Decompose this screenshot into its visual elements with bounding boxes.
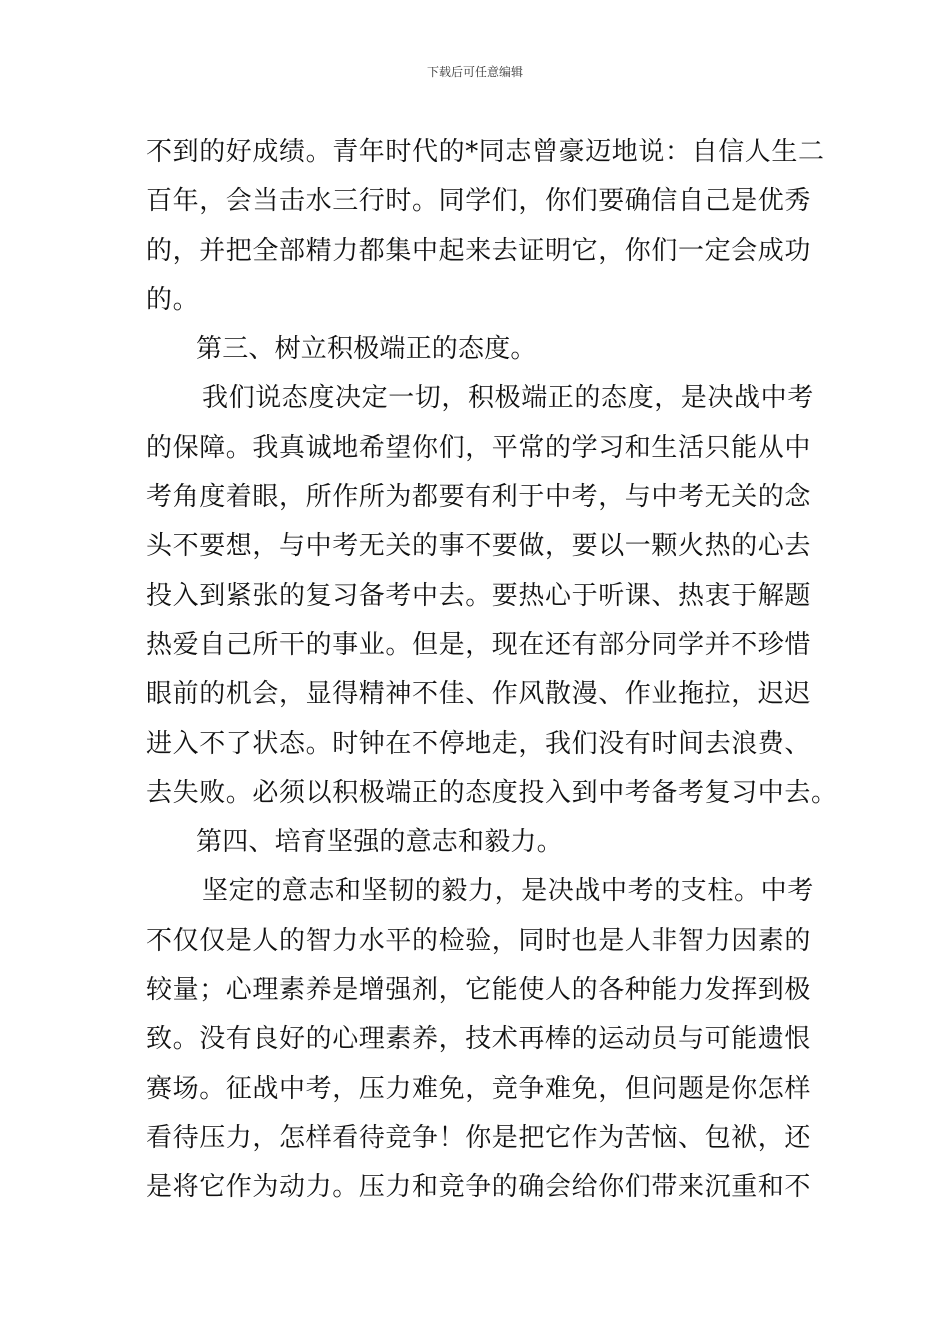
- section-heading: 第四、培育坚强的意志和毅力。: [196, 827, 563, 858]
- text-line: 是将它作为动力。压力和竞争的确会给你们带来沉重和不: [146, 1172, 812, 1203]
- document-body: [146, 128, 838, 1213]
- text-line: 百年，会当击水三行时。同学们，你们要确信自己是优秀: [146, 186, 812, 217]
- text-line: 热爱自己所干的事业。但是，现在还有部分同学并不珍惜: [146, 629, 812, 660]
- paragraph-first-line: 坚定的意志和坚韧的毅力，是决战中考的支柱。中考: [202, 876, 814, 907]
- text-line: 考角度着眼，所作所为都要有利于中考，与中考无关的念: [146, 482, 812, 513]
- text-line: 较量；心理素养是增强剂，它能使人的各种能力发挥到极: [146, 975, 812, 1006]
- text-line: 的，并把全部精力都集中起来去证明它，你们一定会成功: [146, 235, 812, 266]
- text-line: 赛场。征战中考，压力难免，竞争难免，但问题是你怎样: [146, 1073, 812, 1104]
- paragraph-first-line: 我们说态度决定一切，积极端正的态度，是决战中考: [202, 383, 814, 414]
- text-line: 进入不了状态。时钟在不停地走，我们没有时间去浪费、: [146, 728, 812, 759]
- text-line: 的保障。我真诚地希望你们，平常的学习和生活只能从中: [146, 432, 812, 463]
- text-line: 去失败。必须以积极端正的态度投入到中考备考复习中去。: [146, 777, 838, 808]
- text-line: 致。没有良好的心理素养，技术再棒的运动员与可能遗恨: [146, 1024, 812, 1055]
- text-line: 不到的好成绩。青年时代的*同志曾豪迈地说：自信人生二: [146, 137, 825, 167]
- text-line: 的。: [146, 284, 200, 315]
- text-line: 看待压力，怎样看待竞争！你是把它作为苦恼、包袱，还: [146, 1122, 812, 1153]
- text-line: 头不要想，与中考无关的事不要做，要以一颗火热的心去: [146, 531, 812, 562]
- text-line: 不仅仅是人的智力水平的检验，同时也是人非智力因素的: [146, 925, 812, 956]
- text-line: 眼前的机会，显得精神不佳、作风散漫、作业拖拉，迟迟: [146, 679, 812, 710]
- text-line: 投入到紧张的复习备考中去。要热心于听课、热衷于解题: [146, 580, 812, 611]
- page-header: 下载后可任意编辑: [426, 65, 523, 79]
- section-heading: 第三、树立积极端正的态度。: [196, 334, 537, 365]
